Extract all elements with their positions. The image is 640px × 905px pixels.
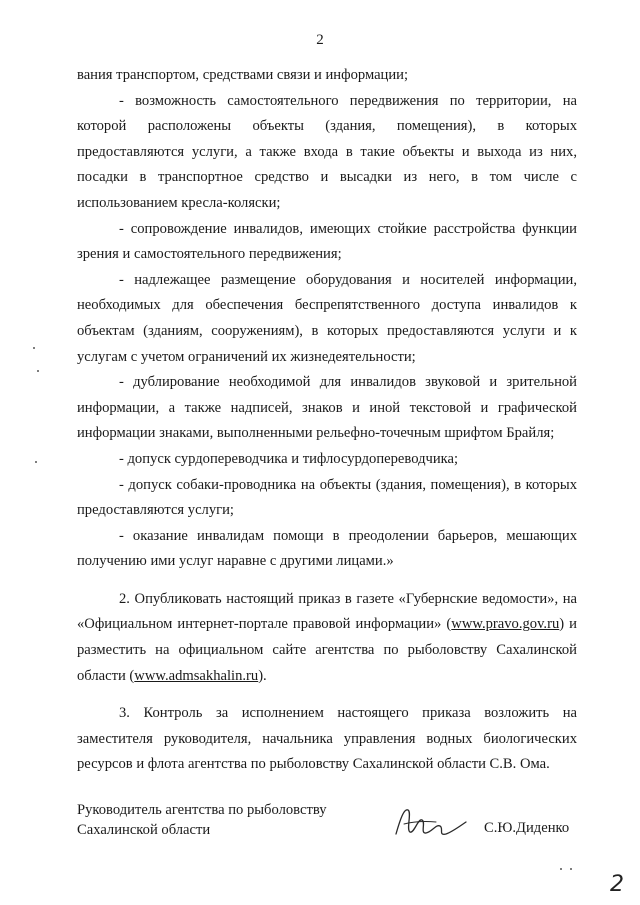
clause-3: 3. Контроль за исполнением настоящего приказа возложить на заместителя руководителя, начальника управления водных биологических ресурсов и флота агентства по рыболовству Сахалинской области С.В. Ома. — [77, 705, 577, 773]
pravo-link[interactable]: www.pravo.gov.ru — [451, 616, 560, 633]
paragraph-continuation: вания транспортом, средствами связи и информации; — [77, 67, 409, 83]
handwritten-signature — [390, 800, 470, 845]
scan-artifact-dot — [33, 347, 35, 349]
clause-2-text-end: ). — [258, 667, 267, 684]
signatory-position-line2: Сахалинской области — [77, 822, 211, 838]
clause-2-text-middle: ) и разместить на официальном сайте агентства по рыболовству Сахалинской области ( — [77, 616, 577, 684]
handwritten-page-number: 2 — [610, 872, 624, 897]
admsakhalin-link[interactable]: www.admsakhalin.ru — [134, 667, 259, 684]
clause-2 — [77, 587, 577, 689]
document-body — [77, 63, 577, 778]
scan-artifact-dot — [35, 461, 37, 463]
scan-artifact-dot — [37, 370, 39, 372]
list-item: - возможность самостоятельного передвижения по территории, на которой расположены объекты (здания, помещения), в которых предоставляются услуги, а также входа в такие объекты и выхода из них, посадки в транспортное средство и высадки из него, в том числе с использованием кресла-коляски; — [77, 92, 577, 211]
list-item: - допуск сурдопереводчика и тифлосурдопереводчика; — [119, 450, 459, 467]
scan-artifact-dot — [560, 868, 562, 870]
signatory-position — [77, 800, 327, 840]
signatory-position-line1: Руководитель агентства по рыболовству — [77, 802, 327, 818]
clause-2-text-start: 2. Опубликовать настоящий приказ в газете «Губернские ведомости», на «Официальном интернет-портале правовой информации» ( — [77, 590, 577, 633]
scan-artifact-dot — [570, 868, 572, 870]
list-item: - оказание инвалидам помощи в преодолении барьеров, мешающих получению ими услуг наравне с другими лицами.» — [77, 527, 577, 570]
signatory-name: С.Ю.Диденко — [484, 820, 570, 836]
list-item: - дублирование необходимой для инвалидов звуковой и зрительной информации, а также надписей, знаков и иной текстовой и графической информации знаками, выполненными рельефно-точечным шрифтом Брайля; — [77, 374, 577, 442]
list-item: - допуск собаки-проводника на объекты (здания, помещения), в которых предоставляются услуги; — [77, 476, 577, 519]
list-item: - надлежащее размещение оборудования и носителей информации, необходимых для обеспечения беспрепятственного доступа инвалидов к объектам (зданиям, сооружениям), в которых предоставляются услуги и к услугам с учетом ограничений их жизнедеятельности; — [77, 271, 577, 365]
page-number: 2 — [316, 32, 324, 48]
list-item: - сопровождение инвалидов, имеющих стойкие расстройства функции зрения и самостоятельного передвижения; — [77, 220, 577, 263]
